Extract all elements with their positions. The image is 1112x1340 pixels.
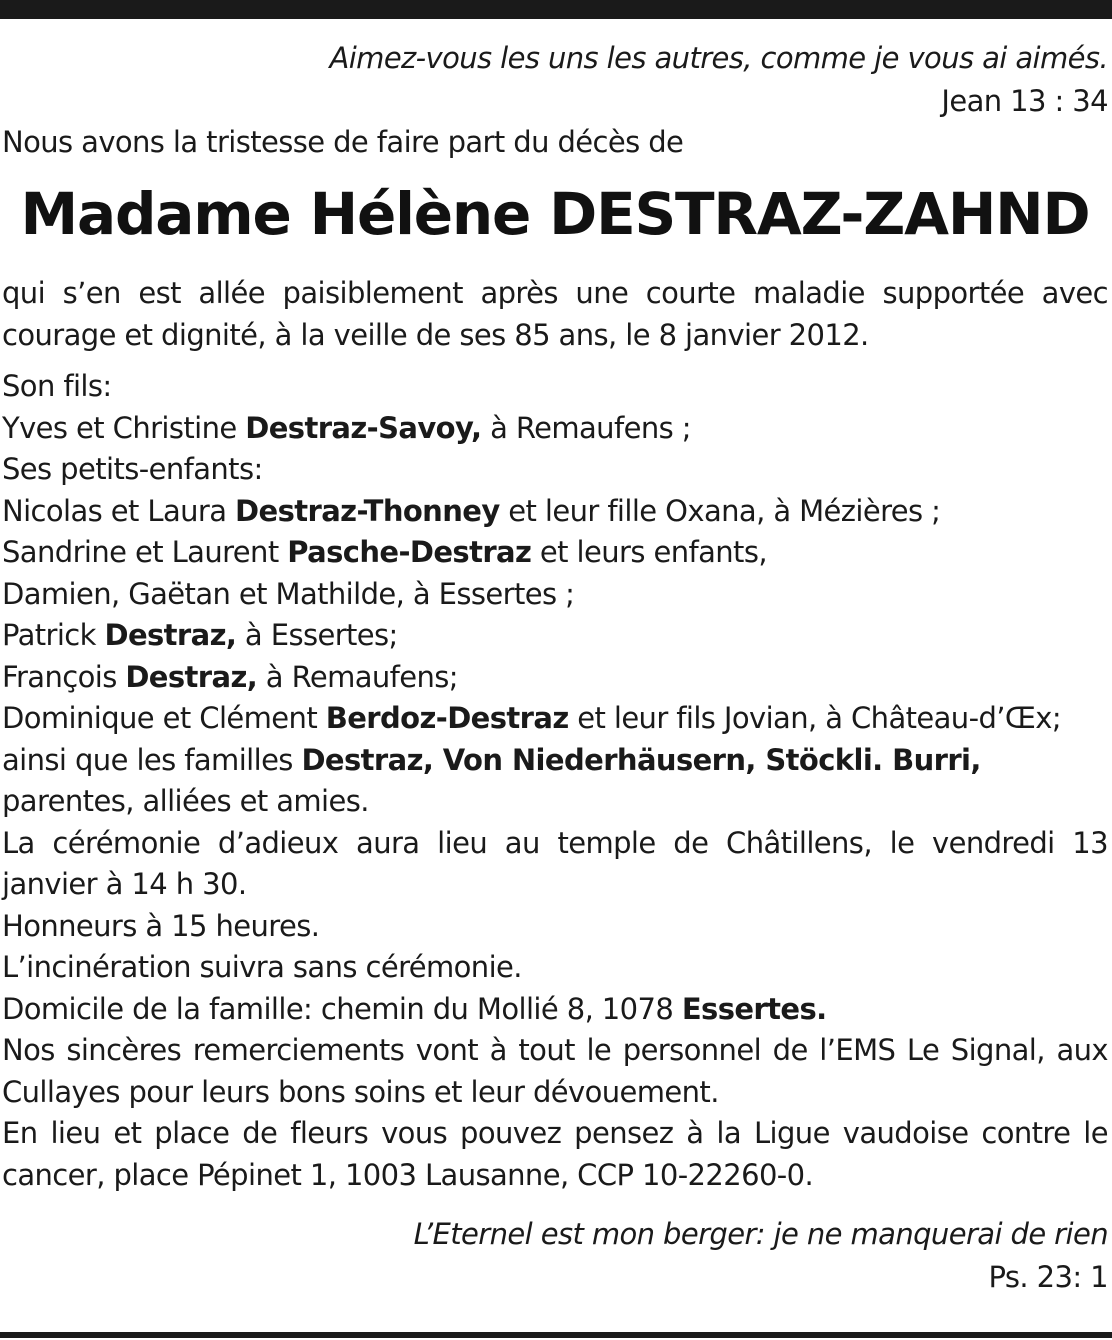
family-line-bold: Destraz, Von Niederhäusern, Stöckli. Burri,: [301, 742, 981, 777]
ceremony-paragraph: La cérémonie d’adieux aura lieu au temple de Châtillens, le vendredi 13 janvier à 14 h 30.: [2, 825, 1108, 901]
family-list: [2, 366, 1108, 823]
honours-line: Honneurs à 15 heures.: [2, 908, 320, 943]
family-line-pre: Nicolas et Laura: [2, 493, 236, 528]
son-line: [2, 408, 1108, 450]
family-line: [2, 615, 1108, 657]
opening-epigraph: Aimez-vous les uns les autres, comme je vous ai aimés.: [329, 41, 1108, 75]
family-line: [2, 574, 1108, 616]
family-line: [2, 698, 1108, 740]
domicile-town: Essertes.: [681, 991, 827, 1026]
intro-line: Nous avons la tristesse de faire part du décès de: [2, 124, 684, 159]
family-line-bold: Berdoz-Destraz: [325, 701, 569, 735]
grandchildren-heading: Ses petits-enfants:: [2, 452, 263, 486]
family-line-bold: Destraz-Thonney: [235, 493, 500, 528]
closing-epigraph: L’Eternel est mon berger: je ne manquerai de rien: [413, 1217, 1108, 1251]
son-heading: Son fils:: [2, 369, 112, 403]
son-line-bold: Destraz-Savoy,: [245, 410, 482, 445]
incineration-line: L’incinération suivra sans cérémonie.: [2, 950, 522, 984]
top-rule: [0, 0, 1112, 19]
family-line-post: et leur fille Oxana, à Mézières ;: [499, 493, 941, 528]
announcement-paragraph: qui s’en est allée paisiblement après une courte maladie supportée avec courage et dignité, à la veille de ses 85 ans, le 8 janvier 2012.: [2, 276, 1108, 352]
family-line-bold: Destraz,: [104, 618, 237, 652]
domicile-text: Domicile de la famille: chemin du Mollié 8, 1078: [2, 991, 682, 1026]
family-line-post: à Essertes;: [236, 618, 398, 652]
family-line: [2, 657, 1108, 699]
family-line-bold: Destraz,: [125, 659, 258, 694]
family-line-pre: ainsi que les familles: [2, 742, 302, 777]
son-line-pre: Yves et Christine: [2, 410, 246, 445]
domicile-line: [2, 989, 1108, 1031]
family-line: [2, 532, 1108, 574]
family-line-post: et leurs enfants,: [531, 535, 767, 569]
family-line-pre: Sandrine et Laurent: [2, 535, 288, 569]
opening-epigraph-reference: Jean 13 : 34: [941, 83, 1108, 118]
family-line: [2, 740, 1108, 782]
family-line-bold: Pasche-Destraz: [287, 535, 532, 569]
obituary-notice: [2, 38, 1108, 1298]
family-line-post: à Remaufens;: [257, 659, 458, 694]
family-line: [2, 491, 1108, 533]
family-line-pre: Damien, Gaëtan et Mathilde, à Essertes ;: [2, 576, 575, 611]
family-line-post: et leur fils Jovian, à Château-d’Œx;: [568, 701, 1062, 735]
son-line-post: à Remaufens ;: [481, 410, 691, 445]
family-line-pre: parentes, alliées et amies.: [2, 784, 369, 818]
family-line: [2, 781, 1108, 823]
closing-epigraph-reference: Ps. 23: 1: [988, 1259, 1108, 1294]
donation-paragraph: En lieu et place de fleurs vous pouvez pensez à la Ligue vaudoise contre le cancer, place Pépinet 1, 1003 Lausanne, CCP 10-22260-0.: [2, 1116, 1108, 1192]
family-line-pre: Patrick: [2, 618, 105, 652]
thanks-paragraph: Nos sincères remerciements vont à tout le personnel de l’EMS Le Signal, aux Cullayes pour leurs bons soins et leur dévouement.: [2, 1033, 1108, 1109]
family-line-pre: Dominique et Clément: [2, 701, 326, 735]
bottom-rule: [0, 1332, 1112, 1338]
family-line-pre: François: [2, 659, 126, 694]
deceased-name: Madame Hélène DESTRAZ-ZAHND: [20, 180, 1090, 248]
